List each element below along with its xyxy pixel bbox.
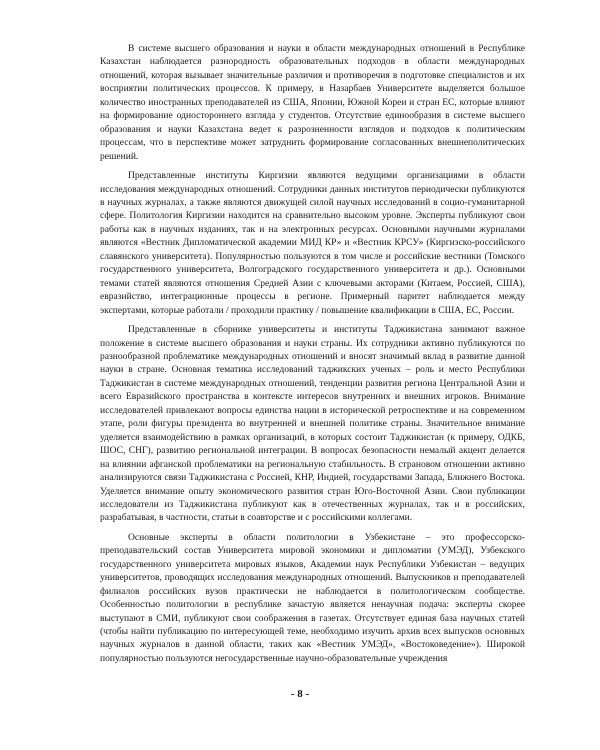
paragraph-kazakhstan: В системе высшего образования и науки в области международных отношений в Республике Казахстан наблюдается разнородность образовательных подходов в области международных отношений, которая вызывает значительные различия и противоречия в подготовке специалистов и их восприятии политических процессов. К примеру, в Назарбаев Университете выделяется большое количество иностранных преподавателей из США, Японии, Южной Кореи и стран ЕС, которые влияют на формирование одностороннего взгляда у студентов. Отсутствие единообразия в системе высшего образования и науки Казахстана ведет к разрозненности взглядов и подходов к политическим процессам, что в перспективе может затруднить формирование согласованных внешнеполитических решений. <box>100 43 525 162</box>
paragraph-tajikistan: Представленные в сборнике университеты и институты Таджикистана занимают важное положение в системе высшего образования и науки страны. Их сотрудники активно публикуются по разнообразной проблематике международных отношений и вносят значимый вклад в развитие данной науки в стране. Основная тематика исследований таджикских ученых – роль и место Республики Таджикистан в системе международных отношений, тенденции развития региона Центральной Азии и всего Евразийского пространства в контексте интересов внутренних и внешних игроков. Внимание исследователей привлекают вопросы единства нации в исторической ретроспективе и на современном этапе, роли фигуры президента во внутренней и внешней политике страны. Значительное внимание уделяется взаимодействию в рамках организаций, в которых состоит Таджикистан (к примеру, ОДКБ, ШОС, СНГ), развитию региональной интеграции. В вопросах безопасности немалый акцент делается на влиянии афганской проблематики на региональную стабильность. В страновом отношении активно анализируются связи Таджикистана с Россией, КНР, Индией, государствами Запада, Ближнего Востока. Уделяется внимание опыту экономического развития стран Юго-Восточной Азии. Свои публикации исследователи из Таджикистана публикуют как в отечественных журналах, так и в российских, разрабатывая, в частности, статьи в соавторстве и с российскими коллегами. <box>100 324 525 524</box>
paragraph-kyrgyzstan: Представленные институты Киргизии являются ведущими организациями в области исследования международных отношений. Сотрудники данных институтов периодически публикуются в научных журналах, а также являются движущей силой научных исследований в социо-гуманитарной сфере. Политология Киргизии находится на сравнительно высоком уровне. Эксперты публикуют свои работы как в научных изданиях, так и на электронных ресурсах. Основными научными журналами являются «Вестник Дипломатической академии МИД КР» и «Вестник КРСУ» (Киргизско-российского славянского университета). Популярностью пользуются в том числе и российские вестники (Томского государственного университета, Волгоградского государственного университета и др.). Основными темами статей являются отношения Средней Азии с ключевыми акторами (Китаем, Россией, США), евразийство, интеграционные процессы в регионе. Примерный паритет наблюдается между экспертами, которые работали / проходили практику / повышение квалификации в США, ЕС, России. <box>100 170 525 316</box>
document-body <box>100 42 525 671</box>
page-number: - 8 - <box>290 688 310 700</box>
paragraph-uzbekistan: Основные эксперты в области политологии в Узбекистане – это профессорско-преподавательский состав Университета мировой экономики и дипломатии (УМЭД), Узбекского государственного университета мировых языков, Академии наук Республики Узбекистан – ведущих университетов, проводящих исследования международных отношений. Выпускников и преподавателей филиалов российских вузов практически не наблюдается в политологическом сообществе. Особенностью политологии в республике зачастую является ненаучная подача: эксперты скорее выступают в СМИ, публикуют свои соображения в газетах. Отсутствует единая база научных статей (чтобы найти публикацию по интересующей теме, необходимо изучить архив всех выпусков основных научных журналов в данной области, таких как «Вестник УМЭД», «Востоковедение»). Широкой популярностью пользуются негосударственные научно-образовательные учреждения <box>100 531 525 664</box>
